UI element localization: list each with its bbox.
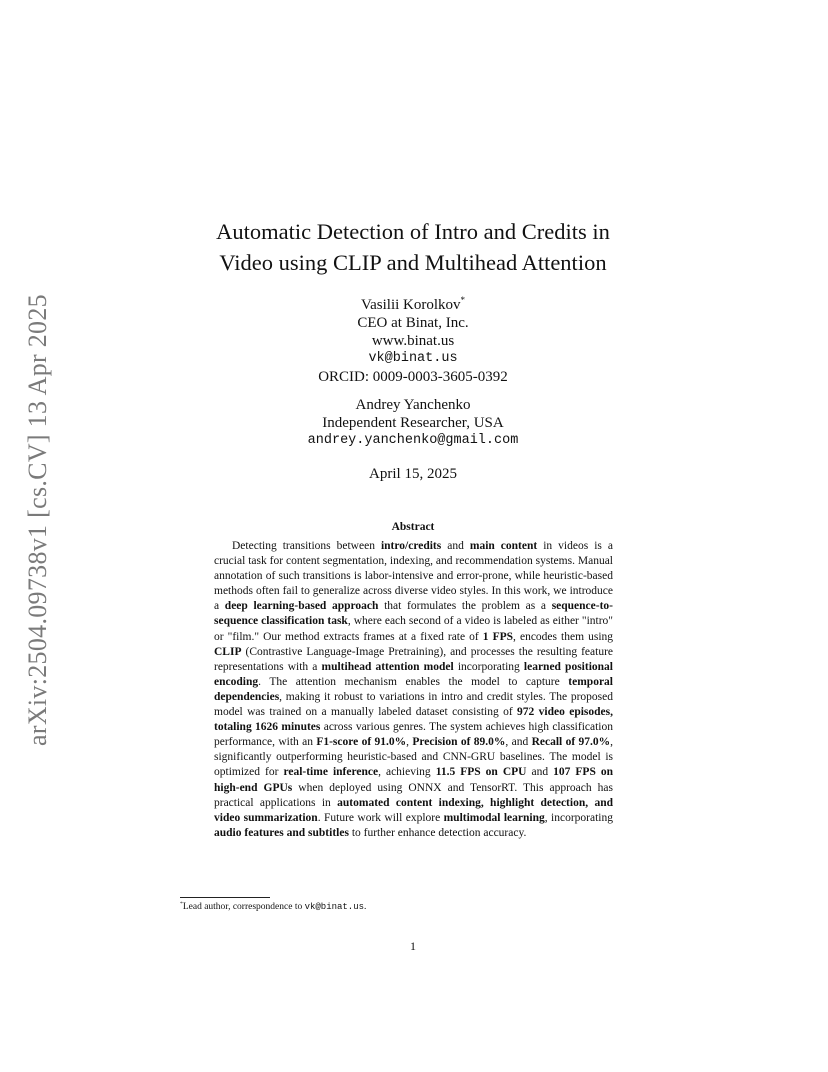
abstract-heading: Abstract xyxy=(391,521,435,533)
author1-orcid: ORCID: 0009-0003-3605-0392 xyxy=(318,369,508,385)
author2-email[interactable]: andrey.yanchenko@gmail.com xyxy=(307,433,519,448)
paper-title xyxy=(180,216,646,278)
author1-name-line xyxy=(180,291,646,314)
footnote-email[interactable]: vk@binat.us xyxy=(304,902,365,913)
author1-website[interactable]: www.binat.us xyxy=(371,333,455,349)
title-line-2: Video using CLIP and Multihead Attention xyxy=(219,250,607,275)
footnote: *Lead author, correspondence to vk@binat.us. xyxy=(180,901,367,913)
author1-email[interactable]: vk@binat.us xyxy=(368,351,458,366)
author1-affiliation: CEO at Binat, Inc. xyxy=(357,315,469,331)
author2-name: Andrey Yanchenko xyxy=(355,397,471,413)
paper-date: April 15, 2025 xyxy=(369,466,457,482)
footnote-mark: * xyxy=(180,901,183,907)
title-line-1: Automatic Detection of Intro and Credits in xyxy=(216,219,610,244)
author1-footnote-mark: * xyxy=(460,295,466,305)
author-block xyxy=(180,291,646,450)
footnote-rule xyxy=(180,897,270,898)
arxiv-identifier: arXiv:2504.09738v1 [cs.CV] 13 Apr 2025 xyxy=(23,294,53,746)
author2-affiliation: Independent Researcher, USA xyxy=(322,415,504,431)
footnote-text: Lead author, correspondence to xyxy=(182,902,305,913)
arxiv-sidebar-stamp xyxy=(18,280,58,760)
author1-name: Vasilii Korolkov xyxy=(360,297,461,313)
page-number: 1 xyxy=(410,939,416,953)
abstract-body: Detecting transitions between intro/credits and main content in videos is a crucial task for content segmentation, indexing, and recommendation systems. Manual annotation of such transitions is labor-intensive and error-prone, while heuristic-based methods often fail to generalize across diverse video styles. In this work, we introduce a deep learning-based approach that formulates the problem as a sequence-to-sequence classification task, where each second of a video is labeled as either "intro" or "film." Our method extracts frames at a fixed rate of 1 FPS, encodes them using CLIP (Contrastive Language-Image Pretraining), and processes the resulting feature representations with a multihead attention model incorporating learned positional encoding. The attention mechanism enables the model to capture temporal dependencies, making it robust to variations in intro and credit styles. The proposed model was trained on a manually labeled dataset consisting of 972 video episodes, totaling 1626 minutes across various genres. The system achieves high classification performance, with an F1-score of 91.0%, Precision of 89.0%, and Recall of 97.0%, significantly outperforming heuristic-based and CNN-GRU baselines. The model is optimized for real-time inference, achieving 11.5 FPS on CPU and 107 FPS on high-end GPUs when deployed using ONNX and TensorRT. This approach has practical applications in automated content indexing, highlight detection, and video summarization. Future work will explore multimodal learning, incorporating audio features and subtitles to further enhance detection accuracy. xyxy=(214,540,614,839)
